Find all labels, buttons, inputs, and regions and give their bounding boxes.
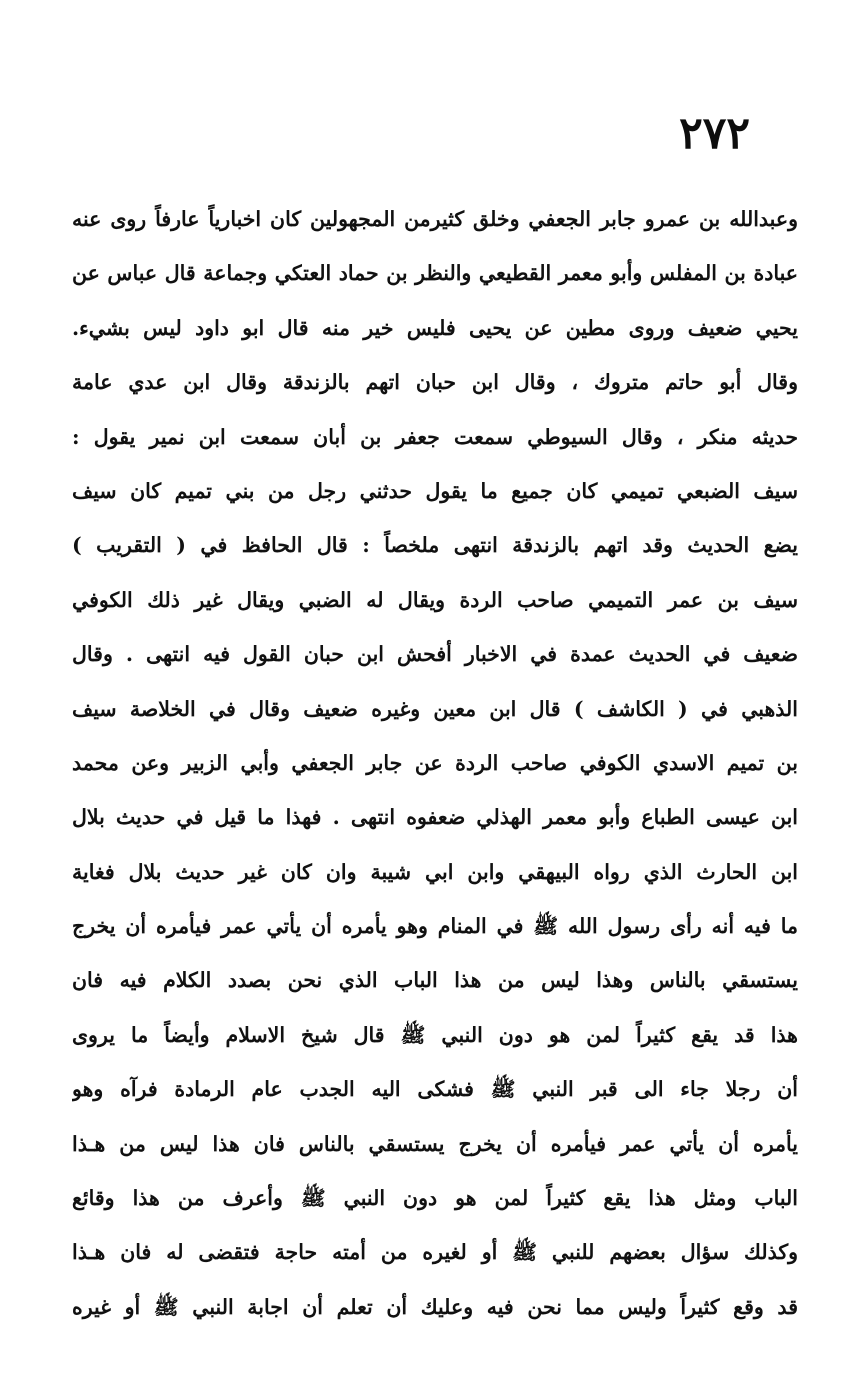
body-text bbox=[72, 192, 798, 1334]
text-line: سيف بن عمر التميمي صاحب الردة ويقال له الضبي ويقال غير ذلك الكوفي bbox=[72, 587, 798, 612]
text-line: ابن عيسى الطباع وأبو معمر الهذلي ضعفوه انتهى . فهذا ما قيل في حديث بلال bbox=[72, 805, 798, 830]
text-line: يأمره أن يأتي عمر فيأمره أن يخرج يستسقي بالناس فان هذا ليس من هـذا bbox=[72, 1131, 798, 1156]
text-line: وعبدالله بن عمرو جابر الجعفي وخلق كثيرمن المجهولين كان اخبارياً عارفاً روى عنه bbox=[72, 207, 798, 231]
text-line: ابن الحارث الذي رواه البيهقي وابن ابي شيبة وان كان غير حديث بلال فغاية bbox=[72, 859, 798, 884]
text-line: يستسقي بالناس وهذا ليس من هذا الباب الذي نحن بصدد الكلام فيه فان bbox=[72, 968, 798, 993]
text-line: وكذلك سؤال بعضهم للنبي ﷺ أو لغيره من أمته حاجة فتقضى له فان هـذا bbox=[72, 1240, 798, 1265]
text-line: أن رجلا جاء الى قبر النبي ﷺ فشكى اليه الجدب عام الرمادة فرآه وهو bbox=[72, 1077, 798, 1102]
text-line: حديثه منكر ، وقال السيوطي سمعت جعفر بن أبان سمعت ابن نمير يقول : bbox=[72, 424, 798, 449]
text-line: يضع الحديث وقد اتهم بالزندقة انتهى ملخصاً : قال الحافظ في ( التقريب ) bbox=[72, 533, 798, 558]
text-line: يحيي ضعيف وروى مطين عن يحيى فليس خير منه قال ابو داود ليس بشيء. bbox=[72, 315, 798, 340]
text-line: بن تميم الاسدي الكوفي صاحب الردة عن جابر الجعفي وأبي الزبير وعن محمد bbox=[72, 750, 798, 775]
text-line: قد وقع كثيراً وليس مما نحن فيه وعليك أن تعلم أن اجابة النبي ﷺ أو غيره bbox=[72, 1294, 798, 1319]
text-line: سيف الضبعي تميمي كان جميع ما يقول حدثني رجل من بني تميم كان سيف bbox=[72, 478, 798, 503]
page-number: ٢٧٢ bbox=[679, 108, 750, 159]
text-line: ما فيه أنه رأى رسول الله ﷺ في المنام وهو يأمره أن يأتي عمر فيأمره أن يخرج bbox=[72, 914, 798, 939]
text-line: الذهبي في ( الكاشف ) قال ابن معين وغيره ضعيف وقال في الخلاصة سيف bbox=[72, 696, 798, 721]
text-line: الباب ومثل هذا يقع كثيراً لمن هو دون النبي ﷺ وأعرف من هذا وقائع bbox=[72, 1186, 798, 1211]
text-line: ضعيف في الحديث عمدة في الاخبار أفحش ابن حبان القول فيه انتهى . وقال bbox=[72, 642, 798, 667]
text-line: عبادة بن المفلس وأبو معمر القطيعي والنظر بن حماد العتكي وجماعة قال عباس عن bbox=[72, 261, 798, 286]
text-line: هذا قد يقع كثيراً لمن هو دون النبي ﷺ قال شيخ الاسلام وأيضاً ما يروى bbox=[72, 1022, 798, 1047]
text-line: وقال أبو حاتم متروك ، وقال ابن حبان اتهم بالزندقة وقال ابن عدي عامة bbox=[72, 370, 798, 395]
